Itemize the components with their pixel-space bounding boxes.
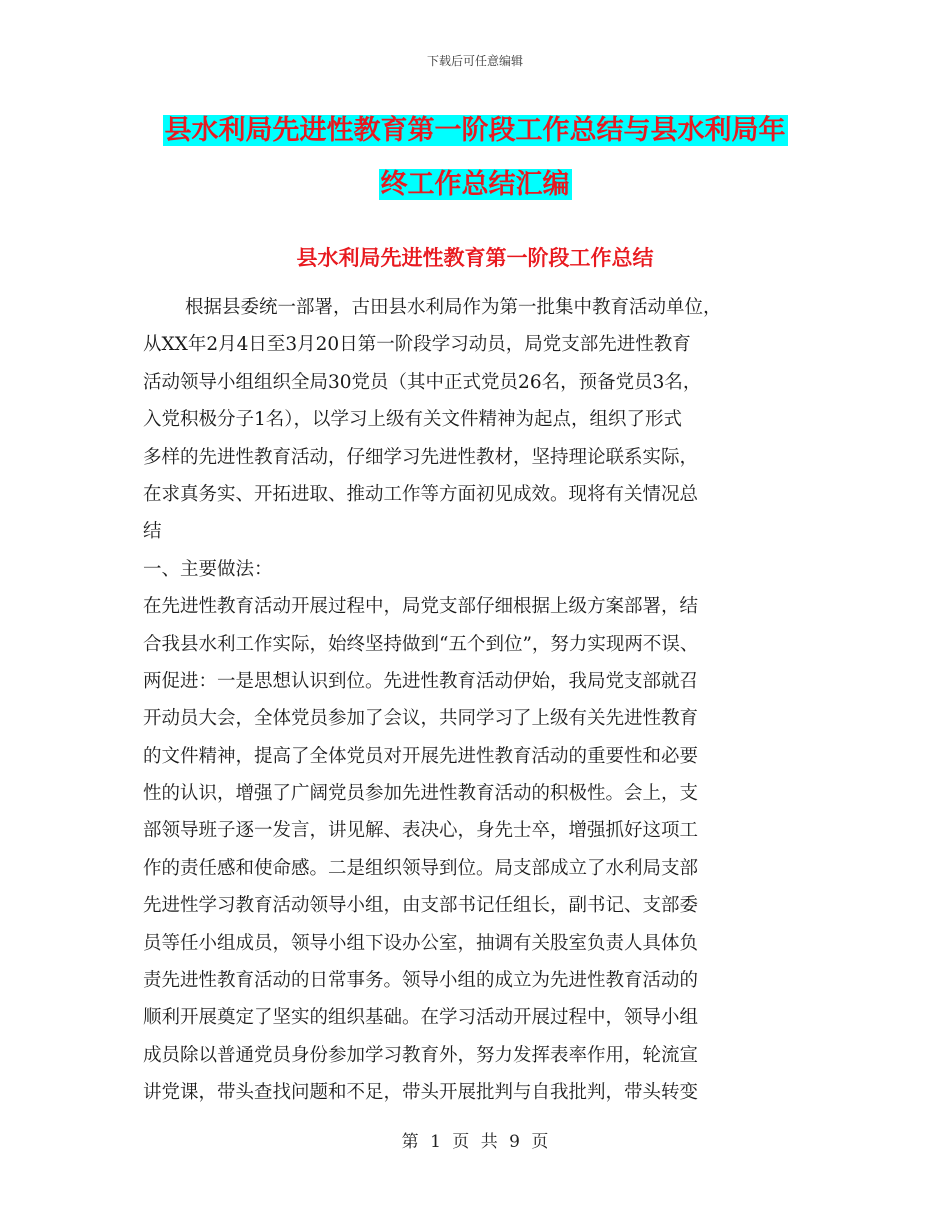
body-line: 从XX年2月4日至3月20日第一阶段学习动员，局党支部先进性教育: [143, 334, 691, 356]
body-line: 部领导班子逐一发言，讲见解、表决心，身先士卒，增强抓好这项工: [143, 820, 699, 842]
body-line: 员等任小组成员，领导小组下设办公室，抽调有关股室负责人具体负: [143, 932, 699, 954]
body-line: 作的责任感和使命感。二是组织领导到位。局支部成立了水利局支部: [143, 857, 699, 879]
body-line: 性的认识，增强了广阔党员参加先进性教育活动的积极性。会上，支: [143, 783, 699, 805]
body-line: 在先进性教育活动开展过程中，局党支部仔细根据上级方案部署，结: [143, 596, 699, 618]
document-title-line-1: 县水利局先进性教育第一阶段工作总结与县水利局年: [164, 115, 786, 146]
body-text: [143, 289, 823, 1112]
body-line: 入党积极分子1名），以学习上级有关文件精神为起点，组织了形式: [143, 409, 683, 431]
body-line: 先进性学习教育活动领导小组，由支部书记任组长，副书记、支部委: [143, 895, 699, 917]
body-line: 成员除以普通党员身份参加学习教育外，努力发挥表率作用，轮流宣: [143, 1044, 699, 1066]
page-footer: 第 1 页 共 9 页: [401, 1132, 549, 1152]
document-title-line-2: 终工作总结汇编: [380, 169, 570, 200]
body-line: 多样的先进性教育活动，仔细学习先进性教材，坚持理论联系实际，: [143, 446, 699, 468]
body-line: 结: [143, 521, 162, 543]
body-line: 顺利开展奠定了坚实的组织基础。在学习活动开展过程中，领导小组: [143, 1007, 699, 1029]
section-heading: 一、主要做法：: [143, 558, 273, 580]
body-line: 合我县水利工作实际，始终坚持做到“五个到位”，努力实现两不误、: [143, 633, 699, 655]
body-line: 的文件精神，提高了全体党员对开展先进性教育活动的重要性和必要: [143, 745, 699, 767]
body-line: 讲党课，带头查找问题和不足，带头开展批判与自我批判，带头转变: [143, 1082, 699, 1104]
header-note: 下载后可任意编辑: [426, 54, 523, 68]
section-title: 县水利局先进性教育第一阶段工作总结: [296, 245, 654, 270]
body-line: 活动领导小组组织全局30党员（其中正式党员26名，预备党员3名，: [143, 371, 702, 393]
body-line: 开动员大会，全体党员参加了会议，共同学习了上级有关先进性教育: [143, 708, 699, 730]
body-line: 在求真务实、开拓进取、推动工作等方面初见成效。现将有关情况总: [143, 483, 699, 505]
body-line: 责先进性教育活动的日常事务。领导小组的成立为先进性教育活动的: [143, 970, 699, 992]
document-title: [0, 104, 950, 212]
body-line: 两促进：一是思想认识到位。先进性教育活动伊始，我局党支部就召: [143, 670, 699, 692]
body-line: 根据县委统一部署，古田县水利局作为第一批集中教育活动单位，: [185, 297, 722, 318]
